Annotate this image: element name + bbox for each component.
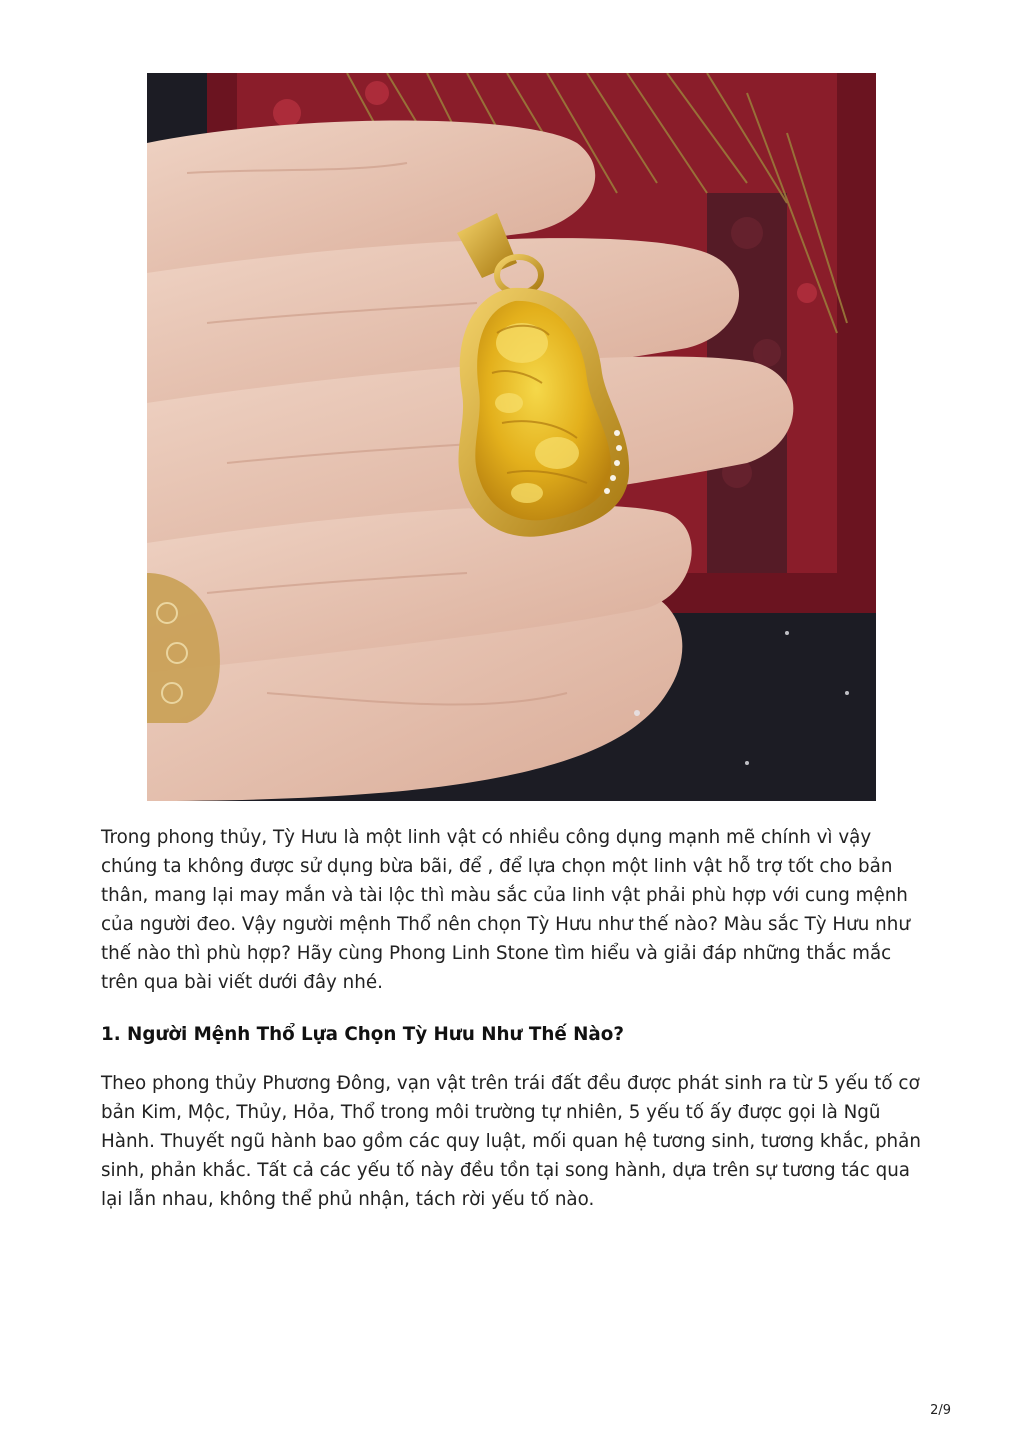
page-number: 2/9 xyxy=(930,1403,951,1418)
section-heading: 1. Người Mệnh Thổ Lựa Chọn Tỳ Hưu Như Thế Nào? xyxy=(101,1024,624,1045)
product-photo xyxy=(147,73,876,801)
intro-paragraph: Trong phong thủy, Tỳ Hưu là một linh vật có nhiều công dụng mạnh mẽ chính vì vậy chúng ta không được sử dụng bừa bãi, để , để lựa chọn một linh vật hỗ trợ tốt cho bản thân, mang lại may mắn và tài lộc thì màu sắc của linh vật phải phù hợp với cung mệnh của người đeo. Vậy người mệnh Thổ nên chọn Tỳ Hưu như thế nào? Màu sắc Tỳ Hưu như thế nào thì phù hợp? Hãy cùng Phong Linh Stone tìm hiểu và giải đáp những thắc mắc trên qua bài viết dưới đây nhé. xyxy=(101,827,910,993)
body-paragraph: Theo phong thủy Phương Đông, vạn vật trên trái đất đều được phát sinh ra từ 5 yếu tố cơ bản Kim, Mộc, Thủy, Hỏa, Thổ trong môi trường tự nhiên, 5 yếu tố ấy được gọi là Ngũ Hành. Thuyết ngũ hành bao gồm các quy luật, mối quan hệ tương sinh, tương khắc, phản sinh, phản khắc. Tất cả các yếu tố này đều tồn tại song hành, dựa trên sự tương tác qua lại lẫn nhau, không thể phủ nhận, tách rời yếu tố nào. xyxy=(101,1073,921,1210)
